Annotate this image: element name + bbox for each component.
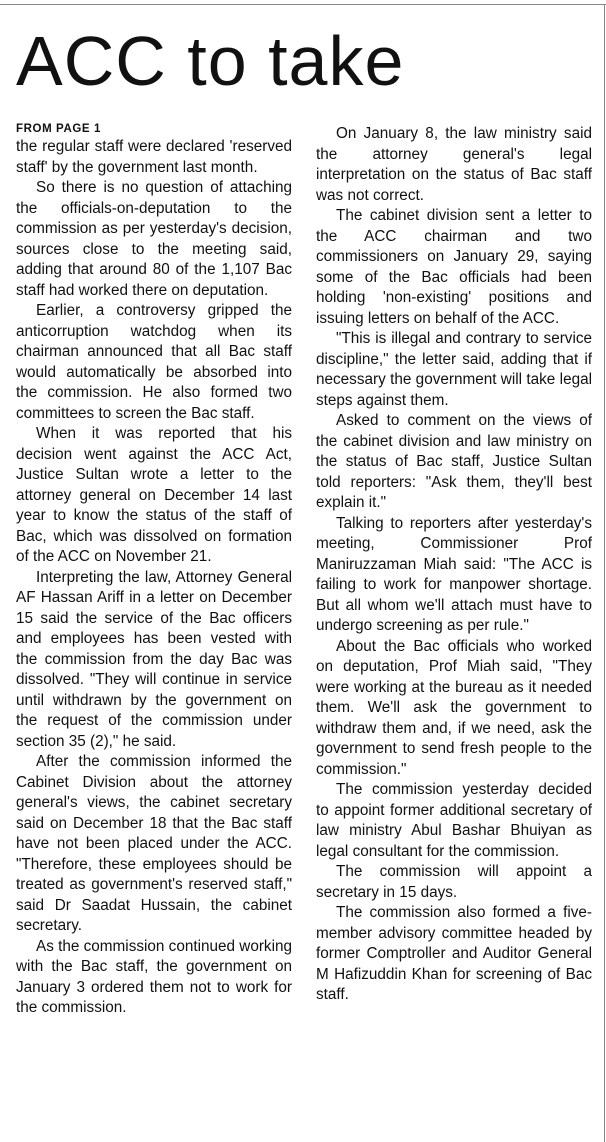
right-border-rule — [604, 4, 605, 1142]
paragraph: So there is no question of attaching the officials-on-deputation to the commission as per yesterday's decision, sources close to the meeting said, adding that around 80 of the 1,107 Bac staff had worked there on deputation. — [16, 179, 292, 299]
paragraph: Interpreting the law, Attorney General AF Hassan Ariff in a letter on December 15 said the service of the Bac officers and employees has been vested with the commission from the day Bac was dissolved. "They will continue in service until withdrawn by the government on the request of the commission under section 35 (2)," he said. — [16, 568, 292, 750]
paragraph: About the Bac officials who worked on deputation, Prof Miah said, "They were working at the bureau as it needed them. We'll ask the government to withdraw them and, if we need, ask the government to send fresh people to the commission." — [316, 637, 592, 778]
paragraph: Earlier, a controversy gripped the anticorruption watchdog when its chairman announced that all Bac staff would automatically be absorbed into the commission. He also formed two committees to screen the Bac staff. — [16, 302, 292, 422]
paragraph: The commission also formed a five-member advisory committee headed by former Comptroller and Auditor General M Hafizuddin Khan for screening of Bac staff. — [316, 904, 592, 1003]
paragraph: "This is illegal and contrary to service discipline," the letter said, adding that if necessary the government will take legal steps against them. — [316, 330, 592, 409]
paragraph: As the commission continued working with the Bac staff, the government on January 3 ordered them not to work for the commission. — [16, 937, 292, 1016]
headline: ACC to take — [16, 22, 405, 100]
paragraph: Asked to comment on the views of the cabinet division and law ministry on the status of Bac staff, Justice Sultan told reporters: "Ask them, they'll best explain it." — [316, 412, 592, 511]
kicker-from-page: FROM PAGE 1 — [16, 123, 101, 135]
top-border-rule — [0, 4, 606, 5]
paragraph: When it was reported that his decision went against the ACC Act, Justice Sultan wrote a letter to the attorney general on December 14 last year to know the status of the staff of Bac, which was dissolved on formation of the ACC on November 21. — [16, 425, 292, 565]
paragraph: the regular staff were declared 'reserved staff' by the government last month. — [16, 138, 292, 176]
paragraph: The commission yesterday decided to appoint former additional secretary of law ministry Abul Bashar Bhuiyan as legal consultant for the commission. — [316, 781, 592, 860]
paragraph: The commission will appoint a secretary in 15 days. — [316, 863, 592, 901]
paragraph: Talking to reporters after yesterday's meeting, Commissioner Prof Maniruzzaman Miah said: "The ACC is failing to work for manpower shortage. But all whom we'll attach must have to undergo screening as per rule." — [316, 514, 592, 634]
paragraph: After the commission informed the Cabinet Division about the attorney general's views, the cabinet secretary said on December 18 that the Bac staff have not been placed under the ACC. "Therefore, these employees should be treated as government's reserved staff," said Dr Saadat Hussain, the cabinet secretary. — [16, 753, 292, 934]
paragraph: On January 8, the law ministry said the attorney general's legal interpretation on the status of Bac staff was not correct. — [316, 125, 592, 204]
paragraph: The cabinet division sent a letter to the ACC chairman and two commissioners on January 29, saying some of the Bac officials had been holding 'non-existing' positions and issuing letters on behalf of the ACC. — [316, 207, 592, 327]
article-column-right — [316, 124, 592, 1006]
article-column-left — [16, 122, 292, 1019]
